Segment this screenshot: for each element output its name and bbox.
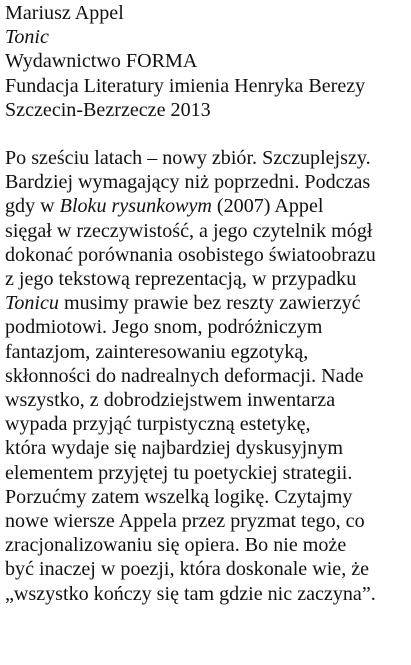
cited-book-title: Bloku rysunkowym (59, 195, 212, 218)
paragraph-gap (5, 122, 409, 146)
book-co-publisher: Fundacja Literatury imienia Henryka Berezy (5, 74, 366, 97)
review-line: nowe wiersze Appela przez pryzmat tego, co (5, 510, 365, 533)
review-line-part: gdy w (5, 195, 60, 218)
review-line: dokonać porównania osobistego światoobrazu (5, 243, 376, 266)
review-line: która wydaje się najbardziej dyskusyjnym (5, 437, 343, 460)
review-line: sięgał w rzeczywistość, a jego czytelnik mógł (5, 219, 373, 242)
review-line: wszystko, z dobrodziejstwem inwentarza (5, 389, 336, 412)
review-line: wypada przyjąć turpistyczną estetykę, (5, 413, 311, 436)
review-line-part: musimy prawie bez reszty zawierzyć (58, 292, 361, 315)
book-publisher: Wydawnictwo FORMA (5, 50, 198, 73)
review-line (5, 194, 405, 218)
review-line: Po sześciu latach – nowy zbiór. Szczuplejszy. (5, 147, 371, 170)
review-line: z jego tekstową reprezentacją, w przypadku (5, 268, 357, 291)
review-line: Bardziej wymagający niż poprzedni. Podczas (5, 171, 371, 194)
book-info (5, 0, 409, 122)
review-page (5, 0, 409, 606)
review-text (5, 146, 409, 606)
review-line: skłonności do nadrealnych deformacji. Nade (5, 364, 364, 387)
review-line (5, 291, 405, 315)
review-line: Porzućmy zatem wszelką logikę. Czytajmy (5, 485, 353, 508)
review-line: podmiotowi. Jego snom, podróżniczym (5, 316, 323, 339)
review-line: „wszystko kończy się tam gdzie nic zaczyna”. (5, 582, 376, 605)
review-line: być inaczej w poezji, która doskonale wie, że (5, 558, 370, 581)
review-line: fantazjom, zainteresowaniu egzotyką, (5, 340, 309, 363)
book-title: Tonic (5, 26, 49, 49)
book-author: Mariusz Appel (5, 2, 124, 24)
reviewed-book-title: Tonicu (5, 292, 59, 315)
book-place-year: Szczecin-Bezrzecze 2013 (5, 98, 211, 121)
review-line: zracjonalizowaniu się opiera. Bo nie może (5, 534, 347, 557)
review-line-part: (2007) Appel (211, 195, 324, 218)
review-line: elementem przyjętej tu poetyckiej strategii. (5, 461, 353, 484)
